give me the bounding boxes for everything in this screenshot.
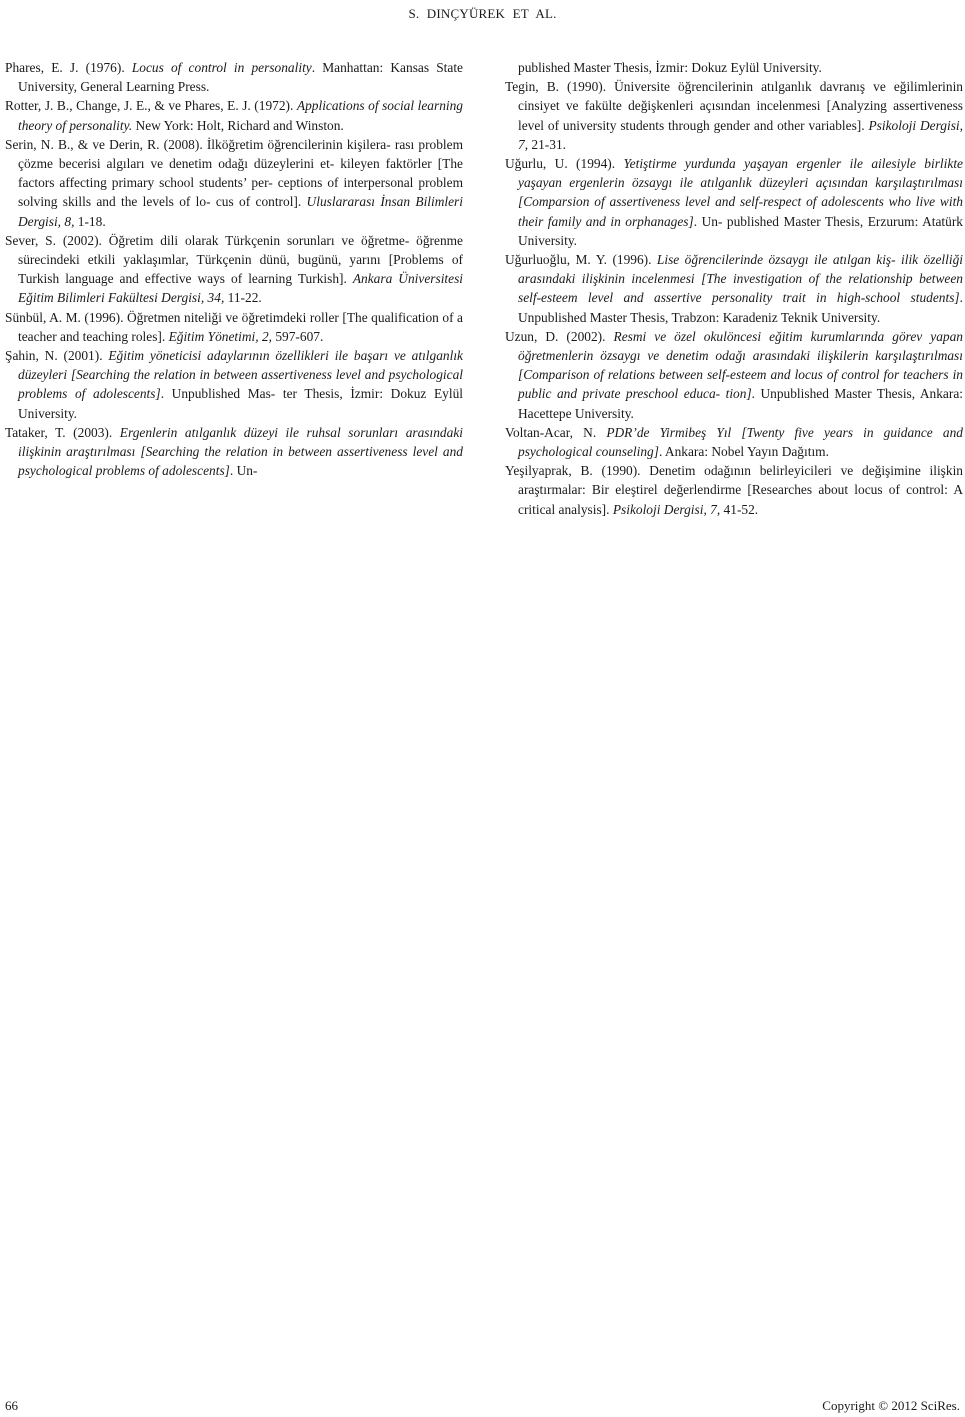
reference-sahin-2001 (5, 346, 463, 423)
ref-text: 21-31. (528, 136, 566, 152)
ref-text: . Ankara: Nobel Yayın Dağıtım. (658, 444, 829, 460)
ref-title: PDR’de Yirmibeş Yıl [Twenty five years in guidance and psychological counseling] (518, 424, 963, 460)
ref-title: Eğitim yöneticisi adaylarının özellikleri ile başarı ve atılganlık düzeyleri [Searching the relation in between assertiveness level and psychological problems of adolescents] (18, 348, 463, 402)
ref-text: 11-22. (224, 290, 262, 306)
ref-title: Uluslararası İnsan Bilimleri Dergisi, 8, (18, 194, 463, 229)
ref-text: . Un- published Master Thesis, Erzurum: Atatürk University. (518, 213, 963, 248)
ref-text: Serin, N. B., & ve Derin, R. (2008). İlköğretim öğrencilerinin kişilera- rası problem çözme becerisi algıları ve denetim odağı düzeylerini et- kileyen faktörler [The factors affecting primary school students’ per- ceptions of interpersonal problem solving skills and the levels of lo- cus of control]. (5, 136, 463, 210)
ref-text: . Unpublished Master Thesis, Trabzon: Karadeniz Teknik University. (518, 290, 963, 325)
ref-text: Tataker, T. (2003). (5, 424, 120, 440)
ref-title: Psikoloji Dergisi, 7, (518, 117, 963, 152)
copyright-notice: Copyright © 2012 SciRes. (822, 1398, 960, 1413)
reference-sunbul-1996 (5, 308, 463, 346)
ref-title: Resmi ve özel okulöncesi eğitim kurumlarında görev yapan öğretmenlerin özsaygı ve denetim odağı arasındaki ilişkilerin karşılaştırılması [Comparison of relations between self-esteem and locus of control for teachers in public and private preschool educa- tion] (518, 328, 963, 402)
reference-tegin-1990 (505, 77, 963, 154)
page-number: 66 (5, 1398, 18, 1413)
reference-ugurluoglu-1996 (505, 250, 963, 327)
ref-text: 41-52. (720, 501, 759, 517)
ref-text: Yeşilyaprak, B. (1990). Denetim odağının belirleyicileri ve değişimine ilişkin araştırmalar: Bir eleştirel değerlendirme [Researches about locus of control: A critical analysis]. (505, 463, 963, 517)
reference-yesilyaprak-1990 (505, 461, 963, 519)
ref-text: . Unpublished Mas- ter Thesis, İzmir: Dokuz Eylül University. (18, 386, 463, 421)
ref-text: Phares, E. J. (1976). (5, 60, 132, 75)
ref-title: Ankara Üniversitesi Eğitim Bilimleri Fakültesi Dergisi, 34, (18, 271, 464, 306)
reference-sever-2002 (5, 231, 463, 308)
ref-text: . Unpublished Master Thesis, Ankara: Hacettepe University. (518, 386, 963, 421)
reference-rotter-1972 (5, 96, 463, 134)
ref-text: Sever, S. (2002). Öğretim dili olarak Türkçenin sorunları ve öğretme- öğrenme sürecindeki etkili yaklaşımlar, Türkçenin dünü, bugünü, yarını [Problems of Turkish language and effective ways of learning Turkish]. (5, 232, 463, 287)
references-left-column (5, 58, 463, 480)
ref-title: Yetiştirme yurdunda yaşayan ergenler ile ailesiyle birlikte yaşayan ergenlerin özsaygı ile atılganlık düzeyleri açısından karşılaştırılması [Comparsion of assertiveness level and self-respect of adolescents who live with their family and in orphanages] (518, 156, 963, 229)
ref-text: Şahin, N. (2001). (5, 348, 109, 364)
ref-text: 1-18. (74, 213, 106, 229)
ref-title: Psikoloji Dergisi, 7, (612, 501, 721, 517)
reference-voltan-acar (505, 423, 963, 461)
ref-title: Locus of control in personality (131, 60, 312, 75)
ref-text: Tegin, B. (1990). Üniversite öğrencilerinin atılganlık davranış ve eğilimlerinin cinsiyet ve fakülte değişkenleri açısından incelenmesi [Analyzing assertiveness level of university students through gender and other variables]. (505, 79, 963, 133)
ref-text: 597-607. (271, 328, 324, 344)
ref-text: Uğurlu, U. (1994). (505, 156, 624, 172)
ref-title: Ergenlerin atılganlık düzeyi ile ruhsal sorunları arasındaki ilişkinin araştırılması [Searching the relation in between assertiveness level and psychological problems of adolescents] (18, 424, 463, 479)
ref-text: Rotter, J. B., Change, J. E., & ve Phares, E. J. (1972). (5, 98, 297, 114)
ref-text: New York: Holt, Richard and Winston. (132, 117, 344, 133)
ref-title: Lise öğrencilerinde özsaygı ile atılgan kiş- ilik özelliği arasındaki ilişkinin incelenmesi [The investigation of the relationship between self-esteem level and assertive personality trait in high-school students] (518, 252, 963, 306)
reference-tataker-2003 (5, 423, 463, 481)
ref-title: Eğitim Yönetimi, 2, (168, 328, 272, 344)
references-right-column (505, 58, 963, 519)
reference-phares-1976 (5, 58, 463, 96)
ref-text: . Un- (229, 463, 258, 479)
ref-text: Sünbül, A. M. (1996). Öğretmen niteliği ve öğretimdeki roller [The qualification of a teacher and teaching roles]. (5, 309, 463, 344)
reference-serin-2008 (5, 135, 463, 231)
ref-title: Applications of social learning theory of personality. (18, 98, 464, 133)
reference-continuation: published Master Thesis, İzmir: Dokuz Eylül University. (518, 60, 822, 75)
ref-text: Uğurluoğlu, M. Y. (1996). (505, 252, 657, 268)
reference-uzun-2002 (505, 327, 963, 423)
ref-text: . Manhattan: Kansas State University, General Learning Press. (18, 60, 463, 95)
ref-text: Voltan-Acar, N. (505, 424, 607, 440)
running-head: S. DINÇYÜREK ET AL. (408, 6, 557, 21)
ref-text: Uzun, D. (2002). (505, 328, 614, 344)
reference-ugurlu-1994 (505, 154, 963, 250)
